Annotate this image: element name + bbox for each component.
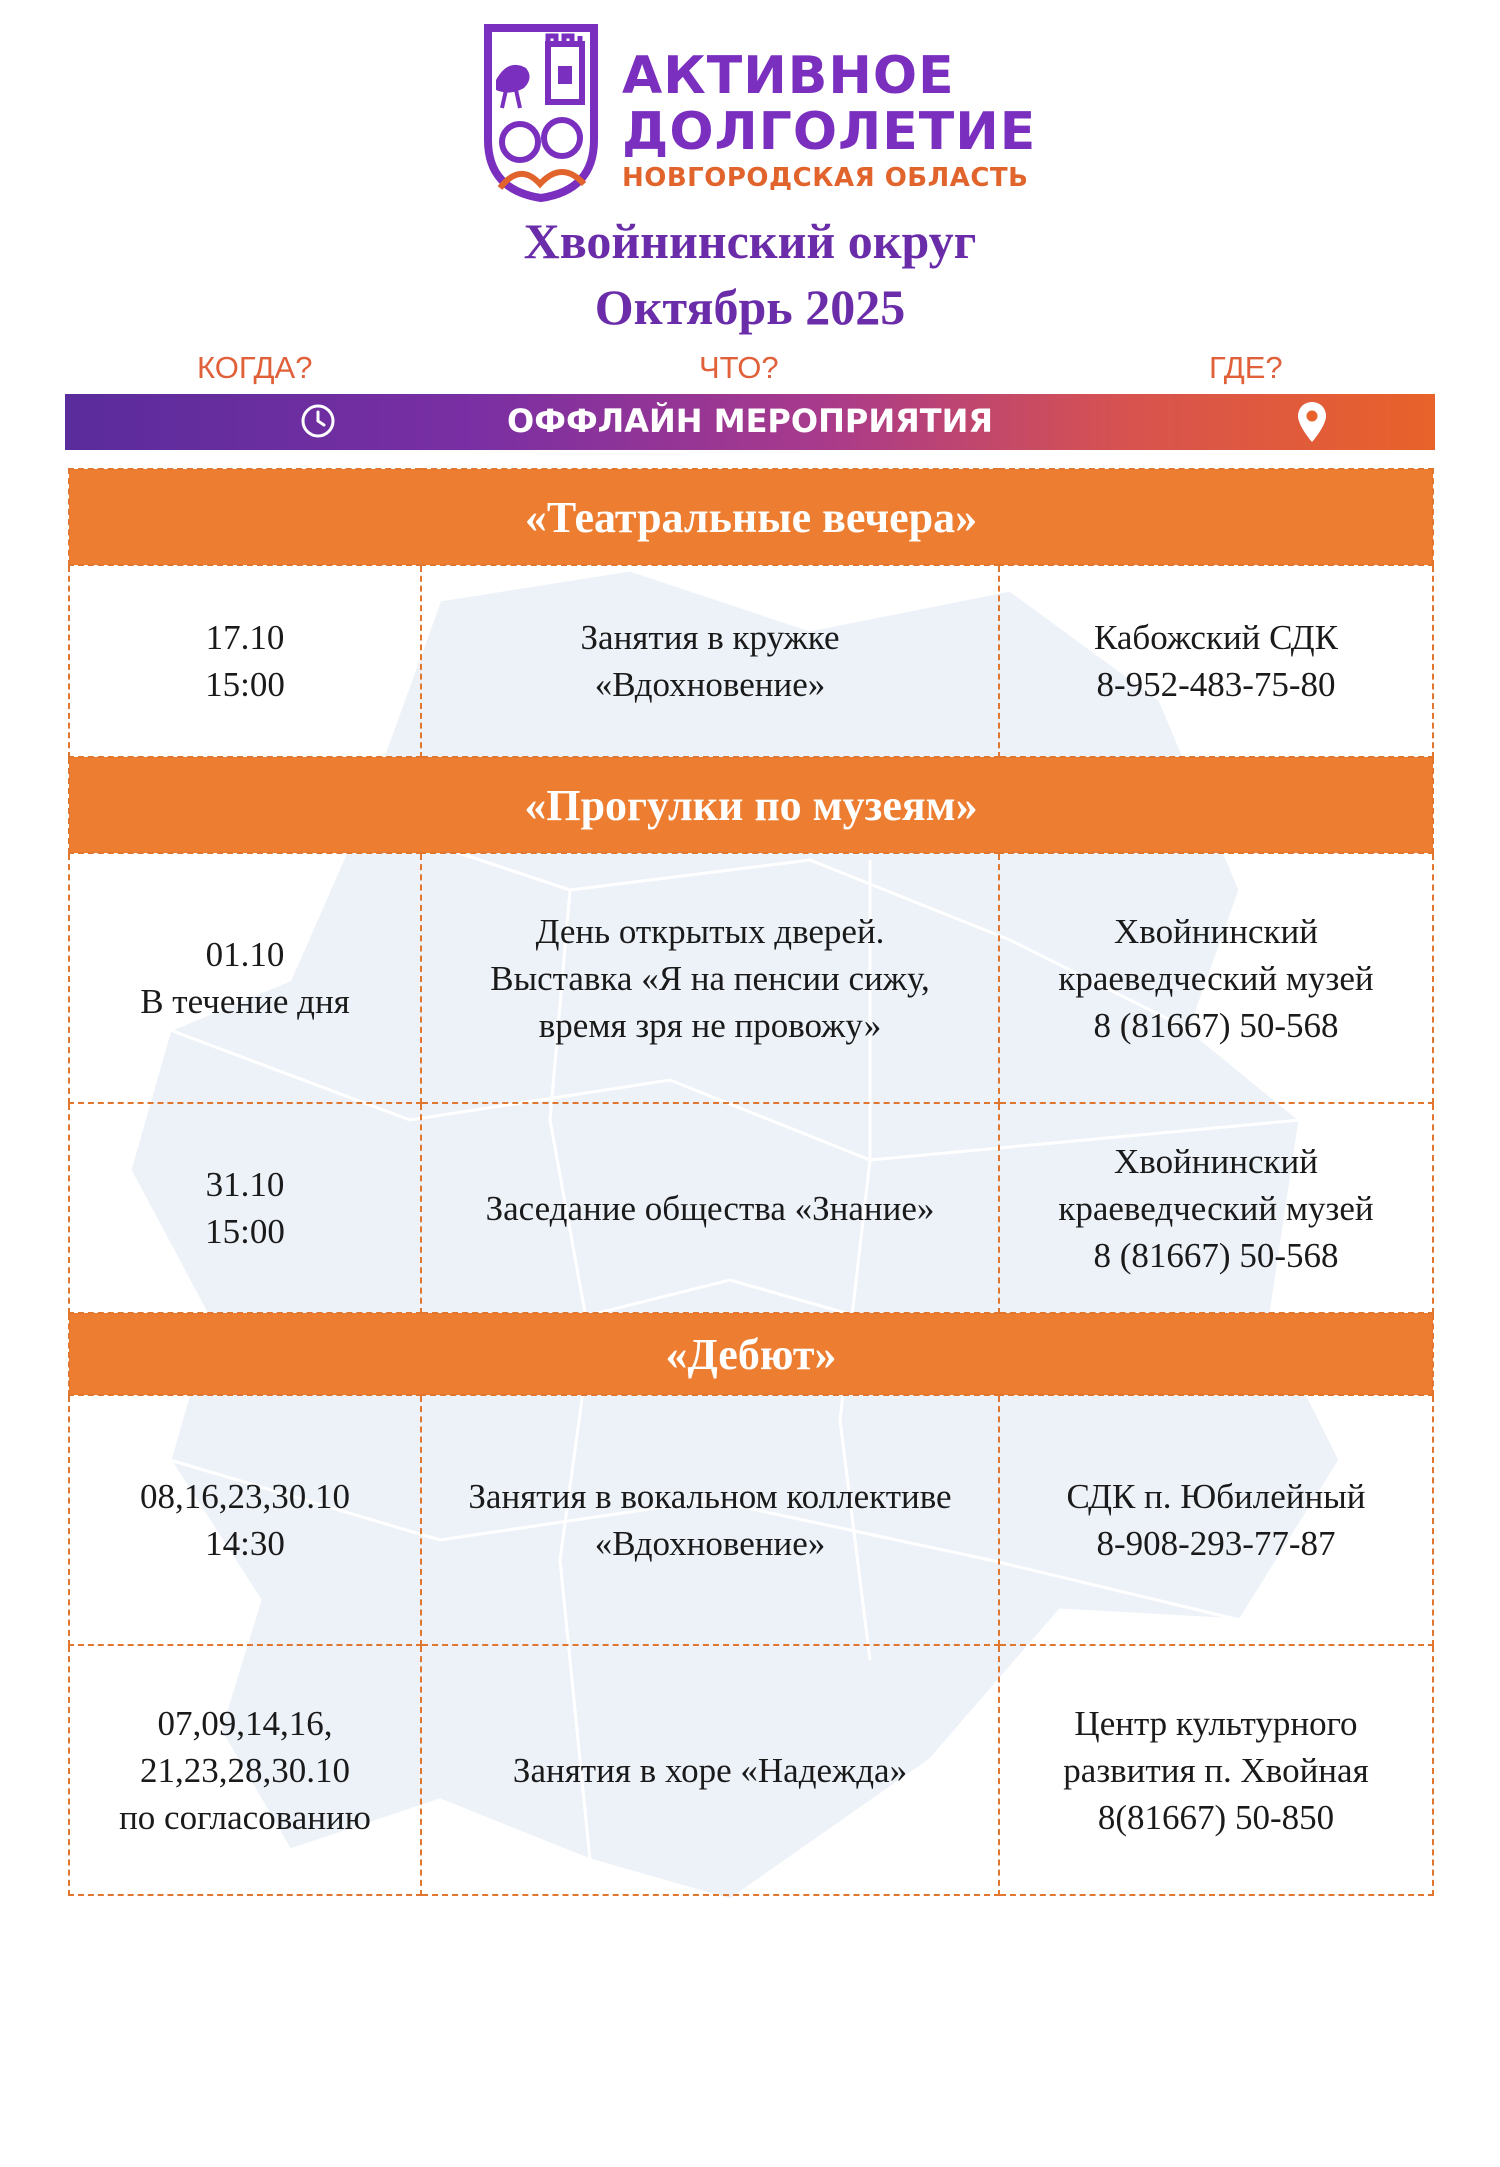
column-labels — [65, 350, 1435, 390]
event-when: 31.10 15:00 — [69, 1103, 421, 1313]
event-when: 01.10 В течение дня — [69, 853, 421, 1103]
table-row — [69, 1395, 1433, 1645]
logo-line-2: ДОЛГОЛЕТИЕ — [622, 102, 1037, 162]
logo-emblem-icon — [476, 22, 606, 202]
event-where: Центр культурного развития п. Хвойная 8(81667) 50-850 — [999, 1645, 1433, 1895]
event-what: День открытых дверей. Выставка «Я на пенсии сижу, время зря не провожу» — [421, 853, 999, 1103]
schedule-table — [68, 468, 1434, 1896]
event-what: Занятия в вокальном коллективе «Вдохновение» — [421, 1395, 999, 1645]
banner-title: ОФФЛАЙН МЕРОПРИЯТИЯ — [507, 402, 993, 440]
table-row — [69, 565, 1433, 757]
event-what: Занятия в кружке «Вдохновение» — [421, 565, 999, 757]
section-header: «Прогулки по музеям» — [69, 757, 1433, 853]
event-what: Заседание общества «Знание» — [421, 1103, 999, 1313]
event-when: 17.10 15:00 — [69, 565, 421, 757]
label-what: ЧТО? — [699, 350, 779, 385]
table-row — [69, 1645, 1433, 1895]
label-when: КОГДА? — [197, 350, 313, 385]
location-pin-icon — [1296, 400, 1328, 444]
event-when: 08,16,23,30.10 14:30 — [69, 1395, 421, 1645]
logo — [472, 22, 1037, 202]
section-header: «Дебют» — [69, 1313, 1433, 1395]
table-row — [69, 1103, 1433, 1313]
event-when: 07,09,14,16, 21,23,28,30.10 по согласованию — [69, 1645, 421, 1895]
offline-events-banner — [65, 394, 1435, 450]
page-title: Хвойнинский округ — [523, 213, 977, 269]
event-where: Кабожский СДК 8-952-483-75-80 — [999, 565, 1433, 757]
event-where: СДК п. Юбилейный 8-908-293-77-87 — [999, 1395, 1433, 1645]
event-what: Занятия в хоре «Надежда» — [421, 1645, 999, 1895]
logo-line-1: АКТИВНОЕ — [622, 46, 955, 106]
section-header: «Театральные вечера» — [69, 469, 1433, 565]
logo-line-3: НОВГОРОДСКАЯ ОБЛАСТЬ — [622, 163, 1029, 193]
table-row — [69, 853, 1433, 1103]
page-subtitle: Октябрь 2025 — [594, 279, 906, 335]
event-where: Хвойнинский краеведческий музей 8 (81667) 50-568 — [999, 1103, 1433, 1313]
event-where: Хвойнинский краеведческий музей 8 (81667) 50-568 — [999, 853, 1433, 1103]
label-where: ГДЕ? — [1209, 350, 1283, 385]
